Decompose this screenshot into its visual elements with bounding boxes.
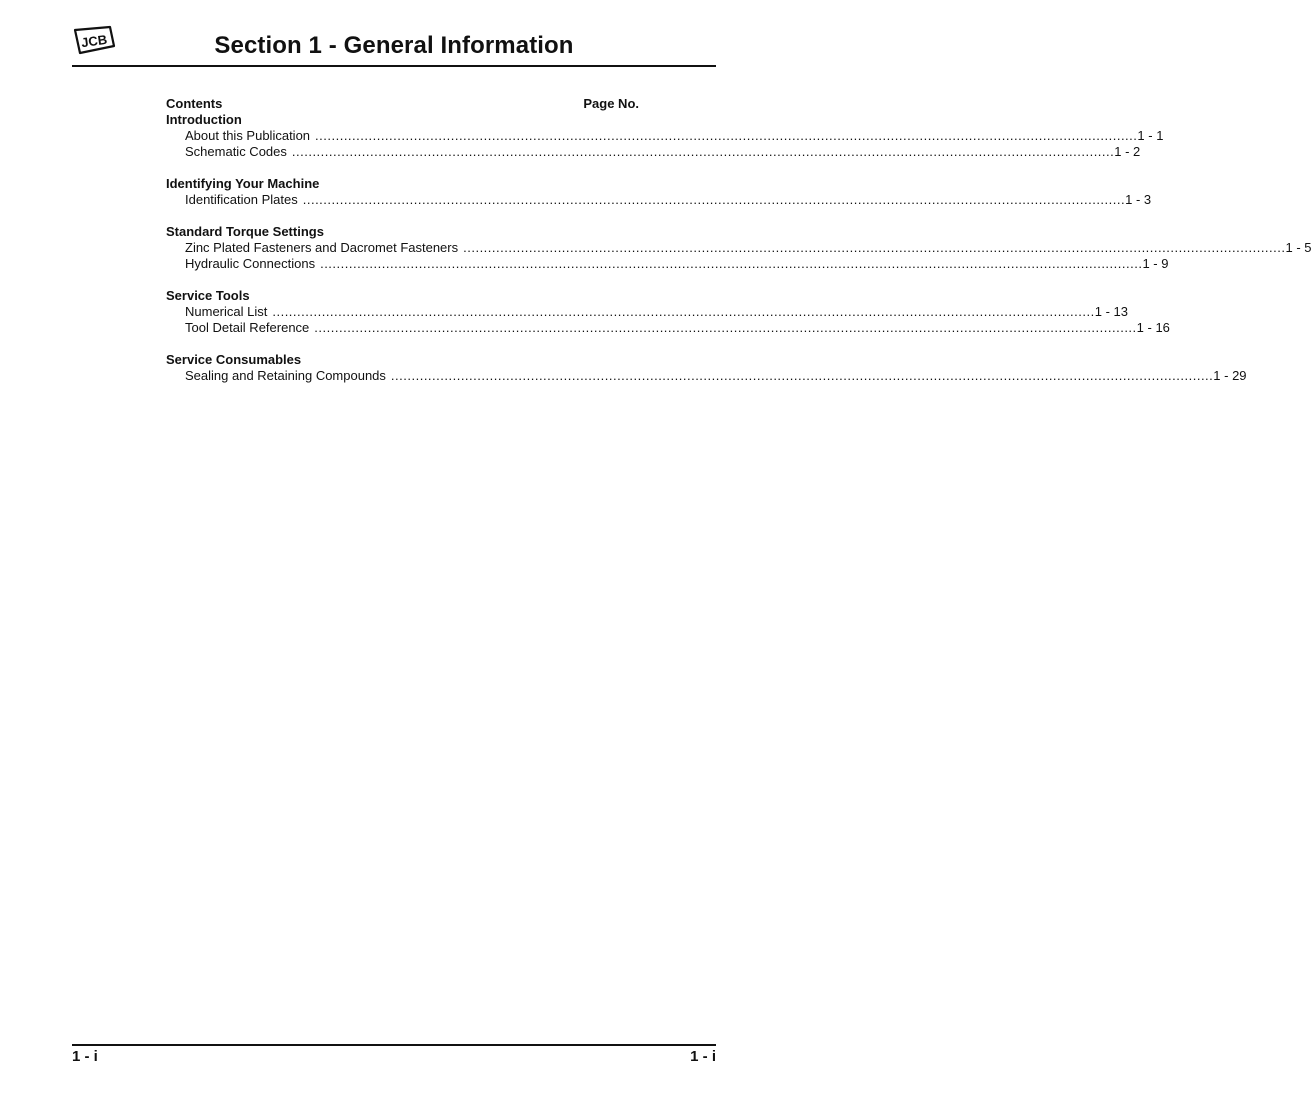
toc-entry[interactable] bbox=[166, 144, 1141, 160]
toc-header bbox=[166, 96, 639, 112]
footer-page-number-left: 1 - i bbox=[72, 1048, 98, 1065]
toc-section-title: Introduction bbox=[166, 112, 242, 127]
page-number-label: Page No. bbox=[583, 96, 639, 111]
toc-entry-label: About this Publication bbox=[185, 128, 311, 143]
toc-section-title: Identifying Your Machine bbox=[166, 176, 320, 191]
toc-entry-page: 1 - 5 bbox=[1285, 240, 1312, 255]
toc-section bbox=[166, 224, 1312, 272]
toc-leader-dots: ........................................................................................................................................................................................................ bbox=[291, 144, 1115, 159]
toc-entry[interactable] bbox=[166, 256, 1169, 272]
toc-leader-dots: ........................................................................................................................................................................................................ bbox=[315, 128, 1138, 143]
toc-section bbox=[166, 176, 1152, 208]
toc-section-title: Standard Torque Settings bbox=[166, 224, 324, 239]
toc-entry-page: 1 - 13 bbox=[1094, 304, 1128, 319]
table-of-contents bbox=[166, 96, 1312, 384]
toc-entry-label: Sealing and Retaining Compounds bbox=[185, 368, 386, 383]
toc-section bbox=[166, 112, 1164, 160]
toc-entry-label: Identification Plates bbox=[185, 192, 298, 207]
toc-entry-label: Tool Detail Reference bbox=[185, 320, 310, 335]
toc-leader-dots: ........................................................................................................................................................................................................ bbox=[320, 256, 1143, 271]
toc-entry-page: 1 - 16 bbox=[1136, 320, 1170, 335]
toc-entry[interactable] bbox=[166, 304, 1128, 320]
toc-entry-page: 1 - 9 bbox=[1142, 256, 1169, 271]
toc-entry-label: Hydraulic Connections bbox=[185, 256, 316, 271]
toc-entry[interactable] bbox=[166, 240, 1312, 256]
toc-leader-dots: ........................................................................................................................................................................................................ bbox=[314, 320, 1137, 335]
toc-leader-dots: ........................................................................................................................................................................................................ bbox=[272, 304, 1095, 319]
toc-entry-label: Numerical List bbox=[185, 304, 268, 319]
toc-leader-dots: ........................................................................................................................................................................................................ bbox=[302, 192, 1126, 207]
toc-entry[interactable] bbox=[166, 128, 1164, 144]
toc-entry[interactable] bbox=[166, 368, 1247, 384]
toc-leader-dots: ........................................................................................................................................................................................................ bbox=[390, 368, 1214, 383]
toc-entry-page: 1 - 1 bbox=[1137, 128, 1164, 143]
toc-section-title: Service Tools bbox=[166, 288, 250, 303]
toc-entry-label: Zinc Plated Fasteners and Dacromet Fasteners bbox=[185, 240, 459, 255]
footer-divider bbox=[72, 1044, 716, 1046]
toc-entry-label: Schematic Codes bbox=[185, 144, 287, 159]
contents-label: Contents bbox=[166, 96, 223, 111]
page-title: Section 1 - General Information bbox=[214, 32, 574, 59]
toc-section bbox=[166, 288, 1170, 336]
toc-section bbox=[166, 352, 1247, 384]
toc-section-title: Service Consumables bbox=[166, 352, 302, 367]
toc-entry[interactable] bbox=[166, 320, 1170, 336]
toc-sections bbox=[166, 112, 1312, 384]
toc-entry-page: 1 - 29 bbox=[1213, 368, 1247, 383]
toc-entry-page: 1 - 3 bbox=[1125, 192, 1152, 207]
footer-page-number-right: 1 - i bbox=[690, 1048, 716, 1065]
toc-entry[interactable] bbox=[166, 192, 1152, 208]
toc-entry-page: 1 - 2 bbox=[1114, 144, 1141, 159]
toc-leader-dots: ........................................................................................................................................................................................................ bbox=[463, 240, 1286, 255]
header-divider bbox=[72, 65, 716, 67]
jcb-logo-text: JCB bbox=[80, 31, 109, 51]
